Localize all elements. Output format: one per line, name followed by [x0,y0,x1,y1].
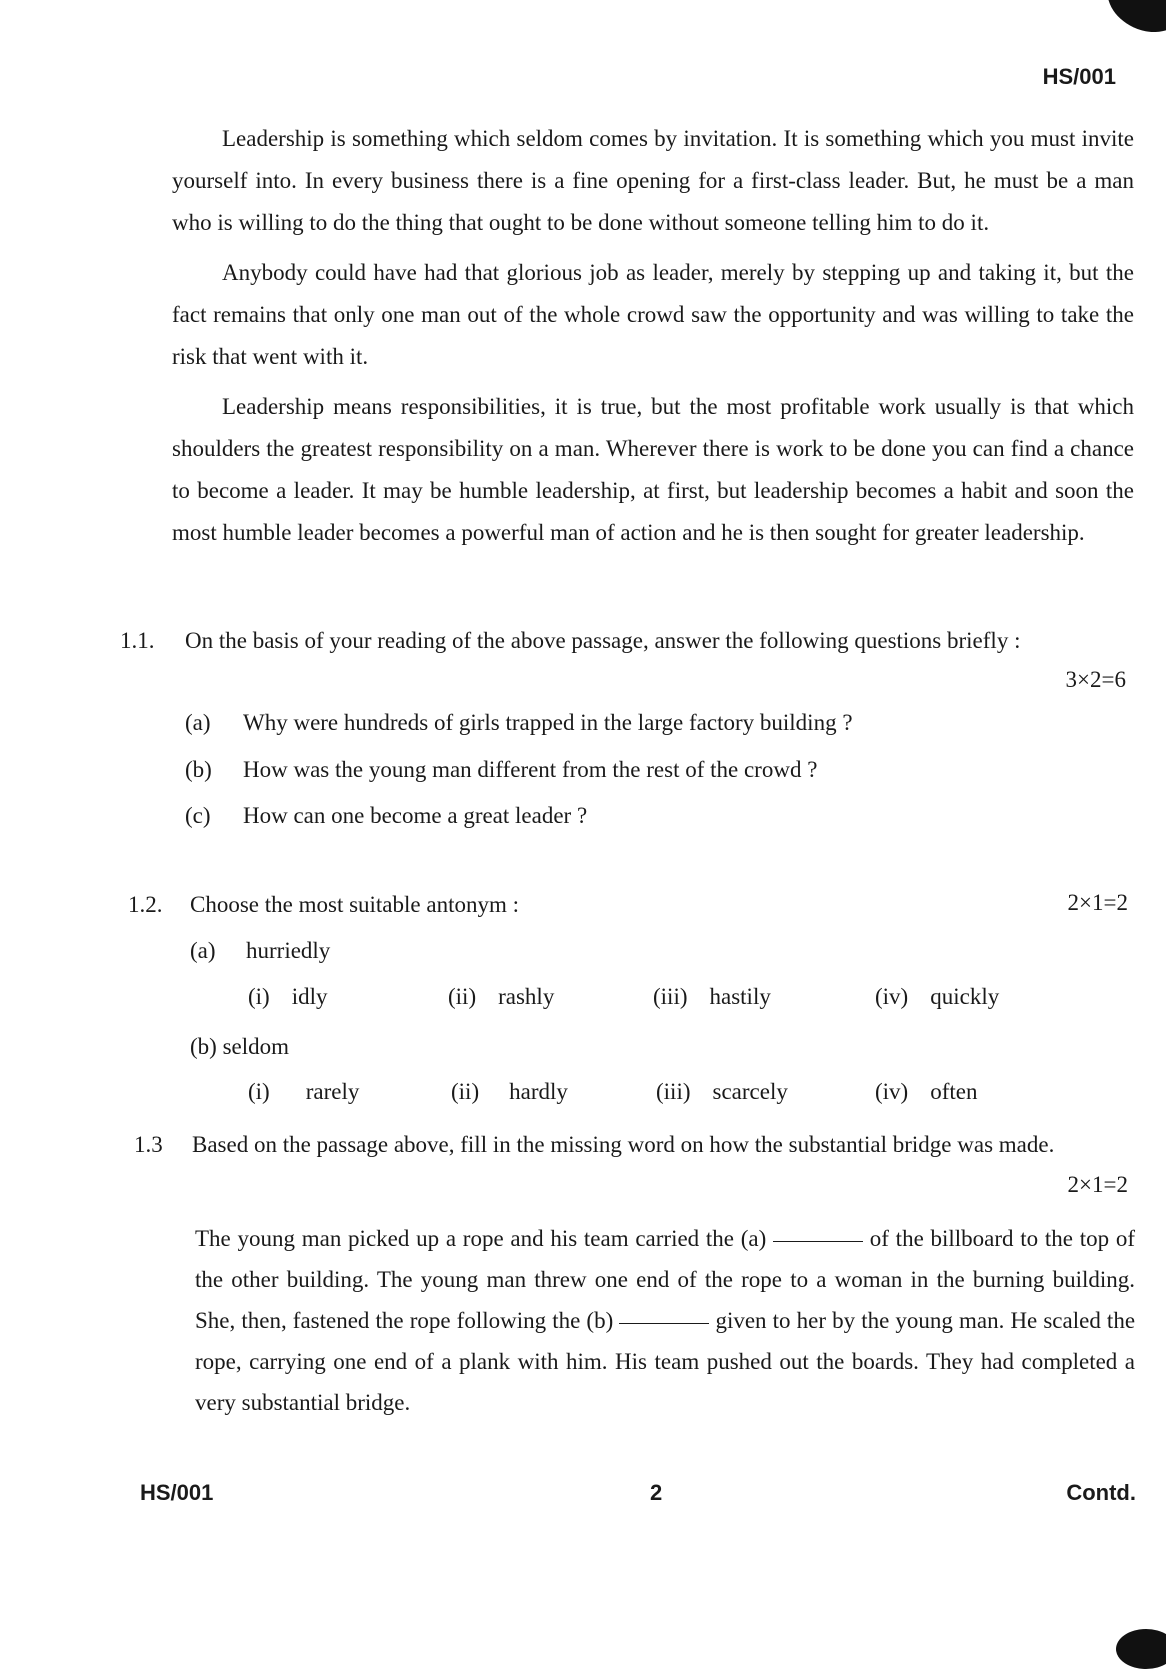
footer-paper-code: HS/001 [140,1480,214,1505]
question-1-2-marks: 2×1=2 [1067,890,1128,915]
option-b-iv: (iv) often [875,1079,978,1104]
passage-paragraph-2: Anybody could have had that glorious job as leader, merely by stepping up and taking it, but the fact remains that only one man out of the whole crowd saw the opportunity and was willing to take the risk that went with it. [172,260,1134,369]
question-1-1-marks: 3×2=6 [1065,667,1126,692]
option-a-ii: (ii) rashly [448,984,555,1009]
header-paper-code: HS/001 [1042,64,1116,89]
passage-paragraph-1: Leadership is something which seldom comes by invitation. It is something which you must invite yourself into. In every business there is a fine opening for a first-class leader. But, he must be a man who is willing to do the thing that ought to be done without someone telling him to do it. [172,126,1134,235]
question-text: On the basis of your reading of the above passage, answer the following questions briefly : [185,628,1021,653]
item-text: Why were hundreds of girls trapped in the large factory building ? [243,710,853,735]
question-1-3 [0,1130,1166,1160]
scan-corner-mark-bottom [1116,1629,1166,1669]
question-1-1-item-c [185,803,587,829]
question-number: 1.2. [128,892,163,917]
question-number: 1.3 [134,1132,163,1157]
passage-paragraph-3: Leadership means responsibilities, it is true, but the most profitable work usually is that which shoulders the greatest responsibility on a man. Wherever there is work to be done you can find a chance to become a leader. It may be humble leadership, at first, but leadership becomes a habit and soon the most humble leader becomes a powerful man of action and he is then sought for greater leadership. [172,394,1134,545]
blank-b[interactable] [619,1322,709,1324]
option-b-ii: (ii) hardly [451,1079,568,1104]
question-text: Based on the passage above, fill in the missing word on how the substantial bridge was made. [192,1132,1055,1157]
item-text: How was the young man different from the rest of the crowd ? [243,757,818,782]
option-a-iii: (iii) hastily [653,984,771,1009]
question-1-1-item-a [185,710,853,736]
question-text: Choose the most suitable antonym : [190,892,519,917]
scan-corner-mark [1097,0,1166,44]
reading-passage [172,118,1134,554]
question-1-2 [0,890,1166,920]
blank-a[interactable] [773,1240,863,1242]
question-number: 1.1. [120,628,155,653]
footer-contd: Contd. [1066,1480,1136,1505]
option-b-iii: (iii) scarcely [656,1079,788,1104]
question-1-3-marks: 2×1=2 [1067,1172,1128,1197]
fill-in-passage: The young man picked up a rope and his team carried the (a) of the billboard to the top of the other building. The young man threw one end of the rope to a woman in the burning building. She, then, fastened the rope following the (b) given to her by the young man. He scaled the rope, carrying one end of a plank with him. His team pushed out the boards. They had completed a very substantial bridge. [195,1226,1136,1415]
option-b-i: (i) rarely [248,1079,360,1104]
question-1-2-item-b: (b) seldom [190,1034,290,1059]
antonym-word: hurriedly [246,938,331,963]
item-text: How can one become a great leader ? [243,803,588,828]
item-label: (a) [185,710,211,735]
option-a-iv: (iv) quickly [875,984,1000,1009]
item-label: (a) [190,938,216,963]
question-1-1-item-b [185,757,817,783]
footer-page-number: 2 [650,1480,663,1505]
option-a-i: (i) idly [248,984,328,1009]
item-label: (b) [185,757,212,782]
item-label: (c) [185,803,211,828]
question-1-1 [0,626,1166,656]
question-1-2-item-a [190,938,330,964]
